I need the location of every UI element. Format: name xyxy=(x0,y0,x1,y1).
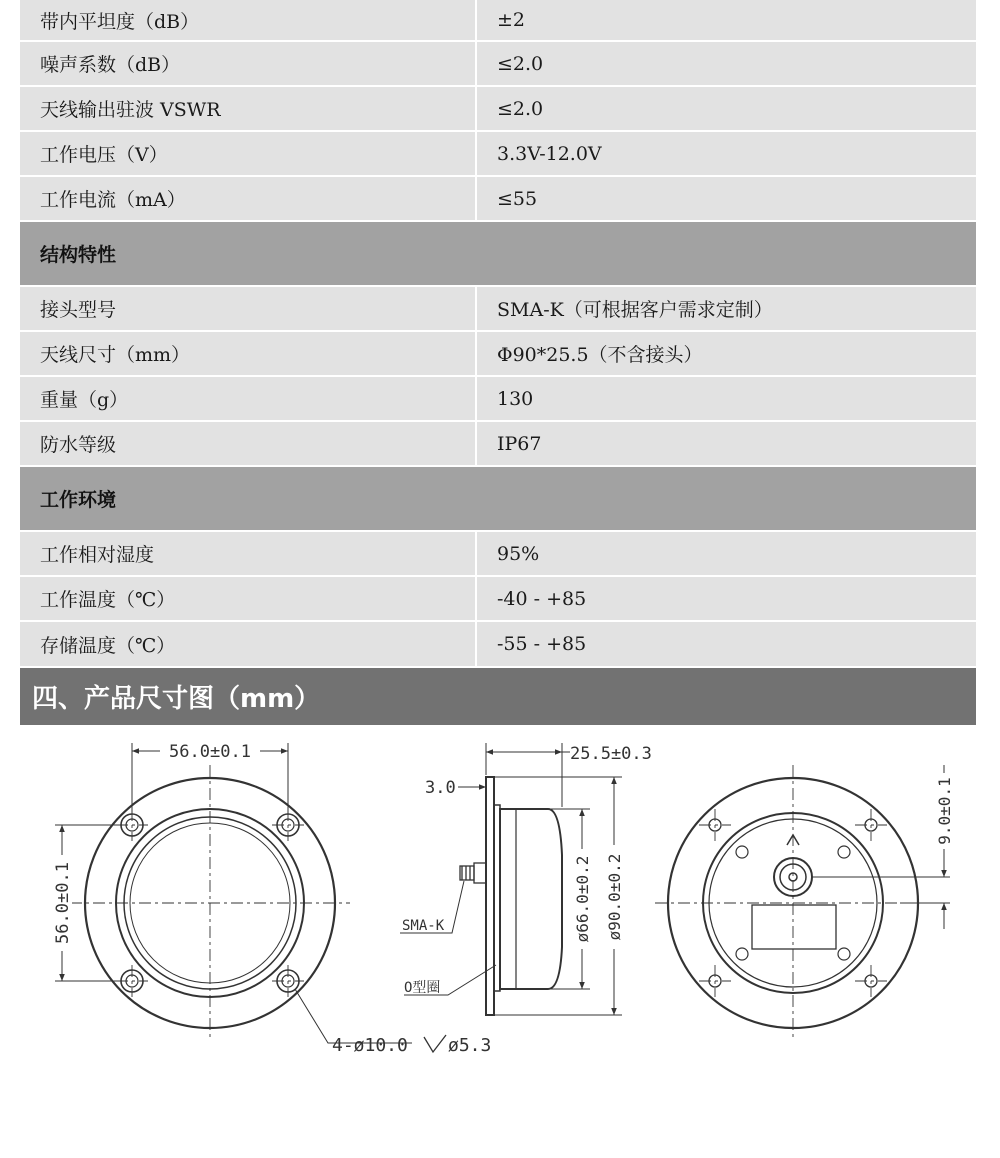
spec-label: 天线输出驻波 VSWR xyxy=(40,99,221,121)
side-dome xyxy=(500,809,562,989)
spec-row xyxy=(20,0,976,42)
spec-row xyxy=(20,132,976,177)
spec-label: 噪声系数（dB） xyxy=(40,54,181,76)
spec-value: -40 - +85 xyxy=(475,577,976,620)
dimension-drawing xyxy=(0,725,1000,1158)
spec-value: ≤55 xyxy=(475,177,976,220)
spec-label: 工作电压（V） xyxy=(40,144,168,166)
spec-row xyxy=(20,622,976,668)
spec-label: 带内平坦度（dB） xyxy=(40,10,200,33)
spec-row xyxy=(20,42,976,87)
spec-row xyxy=(20,377,976,422)
dim-dome-dia: ø66.0±0.2 xyxy=(573,855,592,943)
dim-outer-dia: ø90.0±0.2 xyxy=(605,853,624,941)
spec-label: 接头型号 xyxy=(40,299,117,321)
connector-label: SMA-K xyxy=(402,918,445,934)
spec-value: Φ90*25.5（不含接头） xyxy=(475,332,976,375)
spec-table xyxy=(20,0,976,668)
spec-label: 工作温度（℃） xyxy=(40,589,176,611)
spec-label: 存储温度（℃） xyxy=(40,634,176,657)
spec-value: IP67 xyxy=(475,422,976,465)
side-connector xyxy=(460,863,486,883)
spec-value: SMA-K（可根据客户需求定制） xyxy=(475,287,976,330)
spec-label: 天线尺寸（mm） xyxy=(40,344,191,366)
spec-value: 3.3V-12.0V xyxy=(475,132,976,175)
dim-height: 25.5±0.3 xyxy=(570,744,652,764)
section-structure: 结构特性 xyxy=(20,222,976,287)
spec-value: 130 xyxy=(475,377,976,420)
spec-row xyxy=(20,287,976,332)
spec-value: ±2 xyxy=(475,0,976,40)
dim-holes: 4-ø10.0 xyxy=(332,1035,408,1056)
front-dimension-lines xyxy=(55,743,412,1043)
spec-row xyxy=(20,177,976,222)
dim-connector-offset: 9.0±0.1 xyxy=(935,777,954,845)
dimensions-heading: 四、产品尺寸图（mm） xyxy=(20,668,976,725)
spec-row xyxy=(20,87,976,132)
spec-value: ≤2.0 xyxy=(475,42,976,85)
spec-label: 工作相对湿度 xyxy=(40,544,155,566)
spec-value: ≤2.0 xyxy=(475,87,976,130)
spec-value: -55 - +85 xyxy=(475,622,976,666)
oring-label: O型圈 xyxy=(404,980,441,996)
bottom-centerlines xyxy=(655,765,935,1041)
bottom-label-area xyxy=(752,905,836,949)
spec-label: 工作电流（mA） xyxy=(40,189,186,211)
side-flange xyxy=(486,777,494,1015)
spec-row xyxy=(20,577,976,622)
countersink-icon xyxy=(424,1035,446,1052)
dim-hole-spacing-v: 56.0±0.1 xyxy=(53,862,73,944)
spec-row xyxy=(20,532,976,577)
bottom-view xyxy=(655,765,950,1041)
dim-hole-spacing-h: 56.0±0.1 xyxy=(169,742,251,762)
front-view xyxy=(55,743,412,1043)
spec-row xyxy=(20,422,976,467)
dim-holes-countersink: ø5.3 xyxy=(448,1035,492,1056)
section-environment: 工作环境 xyxy=(20,467,976,532)
spec-value: 95% xyxy=(475,532,976,575)
dim-flange: 3.0 xyxy=(425,778,456,798)
spec-row xyxy=(20,332,976,377)
spec-label: 重量（g） xyxy=(40,389,129,411)
front-centerlines xyxy=(70,765,350,1041)
spec-label: 防水等级 xyxy=(40,434,117,456)
